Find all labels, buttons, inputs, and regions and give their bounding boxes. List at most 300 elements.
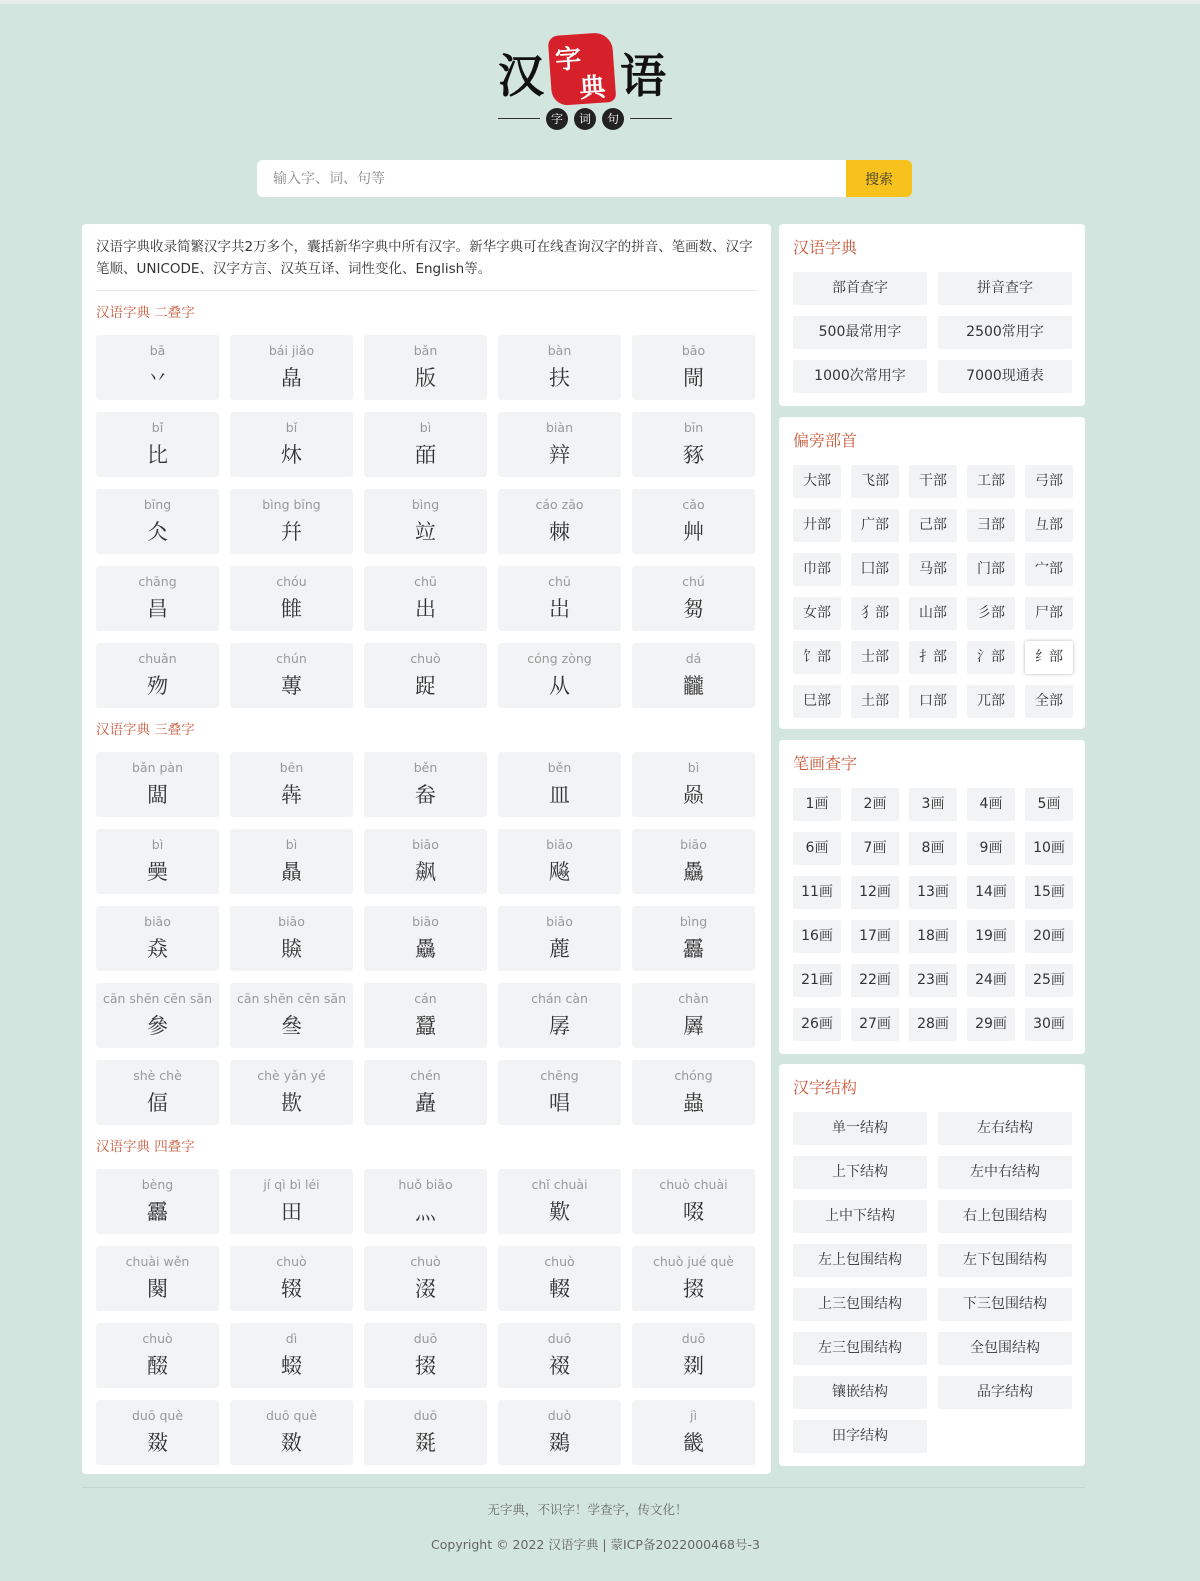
sidebar-strokes-panel — [779, 740, 1085, 1054]
char-glyph: 唱 — [549, 1091, 570, 1115]
char-glyph: 雔 — [281, 597, 302, 621]
char-pinyin: bāo — [681, 343, 706, 358]
seal-char-bottom: 典 — [578, 72, 607, 105]
char-pinyin: bīn — [683, 420, 704, 435]
char-glyph: 醊 — [147, 1354, 168, 1378]
structure-button[interactable]: 镶嵌结构 — [793, 1376, 927, 1409]
radical-button[interactable]: 女部 — [793, 597, 841, 630]
char-card[interactable] — [498, 829, 621, 894]
char-pinyin: chán càn — [531, 991, 588, 1006]
footer-divider — [82, 1487, 1085, 1488]
char-pinyin: chuài wěn — [125, 1254, 190, 1269]
char-pinyin: bì — [687, 760, 700, 775]
section-title[interactable]: 汉语字典 四叠字 — [96, 1139, 195, 1155]
char-card[interactable] — [632, 1169, 755, 1234]
char-pinyin: shè chè — [133, 1068, 182, 1083]
logo-sub-char: 句 — [602, 108, 624, 130]
structure-button[interactable]: 上下结构 — [793, 1156, 927, 1189]
char-pinyin: bàn — [547, 343, 572, 358]
stroke-count-button[interactable]: 5画 — [1025, 788, 1073, 821]
char-card[interactable] — [632, 335, 755, 400]
char-pinyin: chū — [414, 574, 437, 589]
stroke-count-button[interactable]: 15画 — [1025, 876, 1073, 909]
structure-button[interactable]: 品字结构 — [938, 1376, 1072, 1409]
stroke-count-button[interactable]: 30画 — [1025, 1008, 1073, 1041]
char-glyph: 涰 — [415, 1277, 436, 1301]
radical-button[interactable]: 彐部 — [967, 509, 1015, 542]
char-pinyin: cóng zòng — [527, 651, 592, 666]
radical-button[interactable]: 巳部 — [793, 685, 841, 718]
char-glyph: 蓴 — [281, 674, 302, 698]
stroke-count-button[interactable]: 9画 — [967, 832, 1015, 865]
char-card[interactable] — [230, 643, 353, 708]
section-title[interactable]: 汉语字典 三叠字 — [96, 722, 195, 738]
stroke-count-button[interactable]: 16画 — [793, 920, 841, 953]
char-glyph: 靐 — [147, 1200, 168, 1224]
char-pinyin: cān shēn cēn sān — [102, 991, 212, 1006]
search-button[interactable]: 搜索 — [846, 160, 912, 197]
dict-link-button[interactable]: 部首查字 — [793, 272, 927, 305]
char-card[interactable] — [230, 752, 353, 817]
char-card[interactable] — [632, 906, 755, 971]
char-glyph: 仌 — [147, 520, 168, 544]
char-card[interactable] — [364, 1323, 487, 1388]
logo-seal — [548, 32, 617, 106]
char-card[interactable] — [96, 1323, 219, 1388]
radical-button[interactable]: 干部 — [909, 465, 957, 498]
logo-subtitle — [496, 108, 678, 130]
char-pinyin: chuò — [410, 651, 441, 666]
char-card[interactable] — [632, 1323, 755, 1388]
char-pinyin: biāo — [546, 914, 573, 929]
char-card[interactable] — [230, 1246, 353, 1311]
char-pinyin: dá — [685, 651, 702, 666]
char-glyph: 掇 — [415, 1354, 436, 1378]
char-glyph: 靐 — [683, 937, 704, 961]
char-card[interactable] — [96, 489, 219, 554]
logo-sub-char: 字 — [546, 108, 568, 130]
logo-sub-char: 词 — [574, 108, 596, 130]
char-card[interactable] — [230, 489, 353, 554]
char-card[interactable] — [230, 566, 353, 631]
char-card[interactable] — [364, 1400, 487, 1465]
structure-button[interactable]: 上中下结构 — [793, 1200, 927, 1233]
radical-button[interactable]: 扌部 — [909, 641, 957, 674]
radical-button[interactable]: 廾部 — [793, 509, 841, 542]
char-card[interactable] — [632, 489, 755, 554]
stroke-count-button[interactable]: 10画 — [1025, 832, 1073, 865]
sidebar-structure-list — [793, 1112, 1071, 1453]
char-card[interactable] — [364, 906, 487, 971]
char-glyph: 昌 — [147, 597, 168, 621]
stroke-count-button[interactable]: 26画 — [793, 1008, 841, 1041]
stroke-count-button[interactable]: 17画 — [851, 920, 899, 953]
char-pinyin: chuò chuài — [659, 1177, 728, 1192]
char-card[interactable] — [498, 412, 621, 477]
char-card[interactable] — [230, 1400, 353, 1465]
char-card[interactable] — [632, 412, 755, 477]
char-card[interactable] — [96, 829, 219, 894]
footer-copyright: Copyright © 2022 汉语字典 | 蒙ICP备2022000468号-3 — [431, 1537, 760, 1552]
char-pinyin: biàn — [546, 420, 573, 435]
char-card[interactable] — [364, 489, 487, 554]
char-pinyin: jí qì bì léi — [263, 1177, 320, 1192]
char-card[interactable] — [96, 752, 219, 817]
char-glyph: 驫 — [415, 937, 436, 961]
char-pinyin: duō — [413, 1408, 438, 1423]
char-pinyin: běn — [547, 760, 572, 775]
char-pinyin: huǒ biāo — [398, 1177, 453, 1192]
char-glyph: 版 — [415, 366, 436, 390]
char-pinyin: biāo — [278, 914, 305, 929]
char-card[interactable] — [96, 1169, 219, 1234]
char-glyph: 猋 — [147, 937, 168, 961]
site-logo[interactable] — [496, 30, 678, 130]
char-pinyin: běn — [413, 760, 438, 775]
char-glyph: 从 — [549, 674, 570, 698]
structure-button[interactable]: 田字结构 — [793, 1420, 927, 1453]
char-pinyin: duò — [547, 1408, 572, 1423]
logo-line-right — [630, 118, 672, 119]
char-pinyin: biāo — [412, 914, 439, 929]
sidebar-dict-title: 汉语字典 — [793, 238, 858, 257]
radical-button[interactable]: 囗部 — [851, 553, 899, 586]
char-card[interactable] — [364, 983, 487, 1048]
char-card[interactable] — [230, 335, 353, 400]
char-card[interactable] — [632, 566, 755, 631]
stroke-count-button[interactable]: 24画 — [967, 964, 1015, 997]
radical-button[interactable]: 氵部 — [967, 641, 1015, 674]
char-pinyin: chún — [276, 651, 307, 666]
char-glyph: 蠶 — [415, 1014, 436, 1038]
char-glyph: 幷 — [281, 520, 302, 544]
char-pinyin: duō — [547, 1331, 572, 1346]
char-glyph: 贔 — [281, 860, 302, 884]
structure-button[interactable]: 全包围结构 — [938, 1332, 1072, 1365]
char-card[interactable] — [230, 983, 353, 1048]
char-pinyin: cán — [414, 991, 437, 1006]
radical-button[interactable]: 山部 — [909, 597, 957, 630]
char-glyph: 蔍 — [549, 937, 570, 961]
char-glyph: 啜 — [683, 1200, 704, 1224]
char-card[interactable] — [364, 1246, 487, 1311]
char-glyph: 踀 — [415, 674, 436, 698]
char-glyph: 辡 — [549, 443, 570, 467]
char-pinyin: bǐ — [285, 420, 298, 435]
top-border — [0, 0, 1200, 4]
char-glyph: 閜 — [683, 366, 704, 390]
sidebar-dict-panel — [779, 224, 1085, 406]
char-glyph: 蟲 — [683, 1091, 704, 1115]
char-pinyin: bēn — [279, 760, 304, 775]
char-glyph: 矗 — [415, 1091, 436, 1115]
char-pinyin: cáo zāo — [535, 497, 584, 512]
char-pinyin: biāo — [412, 837, 439, 852]
sections-container — [96, 301, 757, 1465]
stroke-count-button[interactable]: 28画 — [909, 1008, 957, 1041]
structure-button[interactable]: 左下包围结构 — [938, 1244, 1072, 1277]
sidebar-strokes-list — [793, 788, 1071, 1041]
char-pinyin: biāo — [680, 837, 707, 852]
stroke-count-button[interactable]: 23画 — [909, 964, 957, 997]
char-pinyin: jì — [690, 1408, 697, 1423]
sidebar-radicals-list — [793, 465, 1071, 718]
search-bar — [257, 160, 912, 197]
char-glyph: 豩 — [683, 443, 704, 467]
char-card[interactable] — [364, 1169, 487, 1234]
radical-button[interactable]: 犭部 — [851, 597, 899, 630]
search-input[interactable] — [257, 160, 846, 197]
char-pinyin: chuǎn — [138, 651, 177, 666]
footer-slogan: 无字典，不识字！学查字，传文化！ — [487, 1502, 688, 1517]
radical-button[interactable]: 马部 — [909, 553, 957, 586]
radical-button[interactable]: 门部 — [967, 553, 1015, 586]
stroke-count-button[interactable]: 1画 — [793, 788, 841, 821]
intro-text: 汉语字典收录简繁汉字共2万多个，囊括新华字典中所有汉字。新华字典可在线查询汉字的拼音、笔画数、汉字笔顺、UNICODE、汉字方言、汉英互译、词性变化、English等。 — [96, 236, 757, 291]
char-card[interactable] — [230, 1060, 353, 1125]
radical-button[interactable]: 尸部 — [1025, 597, 1073, 630]
char-card[interactable] — [96, 335, 219, 400]
stroke-count-button[interactable]: 6画 — [793, 832, 841, 865]
radical-button[interactable]: 纟部 — [1025, 641, 1073, 674]
radical-button[interactable]: 士部 — [851, 641, 899, 674]
structure-button[interactable]: 左三包围结构 — [793, 1332, 927, 1365]
char-glyph: 比 — [147, 443, 168, 467]
char-grid — [96, 335, 757, 708]
char-pinyin: bìng — [411, 497, 440, 512]
char-glyph: 棘 — [549, 520, 570, 544]
char-glyph: 驫 — [683, 860, 704, 884]
char-glyph: 皕 — [415, 443, 436, 467]
char-card[interactable] — [632, 643, 755, 708]
char-glyph: 扶 — [549, 366, 570, 390]
char-pinyin: chuò — [410, 1254, 441, 1269]
char-pinyin: chóng — [674, 1068, 713, 1083]
radical-button[interactable]: 彡部 — [967, 597, 1015, 630]
stroke-count-button[interactable]: 11画 — [793, 876, 841, 909]
structure-button[interactable]: 下三包围结构 — [938, 1288, 1072, 1321]
char-pinyin: bìng bīng — [262, 497, 321, 512]
char-glyph: 田 — [281, 1200, 302, 1224]
char-card[interactable] — [632, 829, 755, 894]
char-glyph: 叄 — [281, 1014, 302, 1038]
structure-button[interactable]: 左上包围结构 — [793, 1244, 927, 1277]
char-glyph: 輟 — [549, 1277, 570, 1301]
char-card[interactable] — [230, 1169, 353, 1234]
char-pinyin: chóu — [276, 574, 307, 589]
sidebar-radicals-title: 偏旁部首 — [793, 431, 858, 450]
char-pinyin: chǐ chuài — [531, 1177, 588, 1192]
char-card[interactable] — [632, 1246, 755, 1311]
char-pinyin: bǐ — [151, 420, 164, 435]
char-card[interactable] — [96, 983, 219, 1048]
char-card[interactable] — [96, 1246, 219, 1311]
char-card[interactable] — [364, 1060, 487, 1125]
char-glyph: 赑 — [683, 783, 704, 807]
structure-button[interactable]: 右上包围结构 — [938, 1200, 1072, 1233]
char-card[interactable] — [498, 1246, 621, 1311]
char-pinyin: chuò — [142, 1331, 173, 1346]
structure-button[interactable]: 左右结构 — [938, 1112, 1072, 1145]
radical-button[interactable]: 宀部 — [1025, 553, 1073, 586]
stroke-count-button[interactable]: 8画 — [909, 832, 957, 865]
char-glyph: 出 — [415, 597, 436, 621]
char-glyph: 辍 — [281, 1277, 302, 1301]
radical-button[interactable]: 彑部 — [1025, 509, 1073, 542]
char-card[interactable] — [96, 1060, 219, 1125]
char-card[interactable] — [498, 1323, 621, 1388]
radical-button[interactable]: 兀部 — [967, 685, 1015, 718]
char-pinyin: chè yǎn yé — [257, 1068, 326, 1083]
dict-link-button[interactable]: 1000次常用字 — [793, 360, 927, 393]
char-card[interactable] — [498, 906, 621, 971]
stroke-count-button[interactable]: 25画 — [1025, 964, 1073, 997]
char-card[interactable] — [364, 752, 487, 817]
stroke-count-button[interactable]: 21画 — [793, 964, 841, 997]
char-card[interactable] — [498, 335, 621, 400]
char-card[interactable] — [96, 643, 219, 708]
char-glyph: 岀 — [549, 597, 570, 621]
char-card[interactable] — [498, 566, 621, 631]
stroke-count-button[interactable]: 14画 — [967, 876, 1015, 909]
char-pinyin: bā — [149, 343, 166, 358]
char-card[interactable] — [498, 489, 621, 554]
char-card[interactable] — [632, 1400, 755, 1465]
structure-button[interactable]: 单一结构 — [793, 1112, 927, 1145]
dict-link-button[interactable]: 拼音查字 — [938, 272, 1072, 305]
char-card[interactable] — [364, 335, 487, 400]
char-pinyin: bìng — [679, 914, 708, 929]
stroke-count-button[interactable]: 7画 — [851, 832, 899, 865]
char-glyph: 蝃 — [281, 1354, 302, 1378]
char-glyph: 艸 — [683, 520, 704, 544]
char-pinyin: cǎo — [682, 497, 705, 512]
logo-char-left: 汉 — [498, 49, 544, 103]
char-pinyin: chuò jué què — [653, 1254, 734, 1269]
dict-link-button[interactable]: 500最常用字 — [793, 316, 927, 349]
char-pinyin: duō què — [131, 1408, 184, 1423]
char-glyph: 飙 — [415, 860, 436, 884]
char-glyph: 羼 — [683, 1014, 704, 1038]
char-pinyin: chuò — [276, 1254, 307, 1269]
char-pinyin: biāo — [546, 837, 573, 852]
char-pinyin: dì — [285, 1331, 298, 1346]
char-glyph: 敪 — [281, 1431, 302, 1455]
char-glyph: 裰 — [549, 1354, 570, 1378]
radical-button[interactable]: 口部 — [909, 685, 957, 718]
char-card[interactable] — [364, 566, 487, 631]
char-pinyin: duō — [681, 1331, 706, 1346]
stroke-count-button[interactable]: 27画 — [851, 1008, 899, 1041]
radical-button[interactable]: 土部 — [851, 685, 899, 718]
char-card[interactable] — [632, 1060, 755, 1125]
dict-link-button[interactable]: 7000现通表 — [938, 360, 1072, 393]
char-pinyin: bì — [285, 837, 298, 852]
char-glyph: 偪 — [147, 1091, 168, 1115]
char-card[interactable] — [632, 752, 755, 817]
char-card[interactable] — [230, 1323, 353, 1388]
char-card[interactable] — [96, 566, 219, 631]
radical-button[interactable]: 巾部 — [793, 553, 841, 586]
char-card[interactable] — [498, 1060, 621, 1125]
char-glyph: 炑 — [281, 443, 302, 467]
char-glyph: 灬 — [415, 1200, 436, 1224]
char-glyph: 竝 — [415, 520, 436, 544]
radical-button[interactable]: 弓部 — [1025, 465, 1073, 498]
stroke-count-button[interactable]: 29画 — [967, 1008, 1015, 1041]
stroke-count-button[interactable]: 22画 — [851, 964, 899, 997]
char-card[interactable] — [498, 983, 621, 1048]
stroke-count-button[interactable]: 4画 — [967, 788, 1015, 821]
char-glyph: 掇 — [683, 1277, 704, 1301]
char-card[interactable] — [96, 1400, 219, 1465]
char-pinyin: chū — [548, 574, 571, 589]
char-glyph: 丷 — [147, 366, 168, 390]
radical-button[interactable]: 大部 — [793, 465, 841, 498]
stroke-count-button[interactable]: 20画 — [1025, 920, 1073, 953]
stroke-count-button[interactable]: 19画 — [967, 920, 1015, 953]
stroke-count-button[interactable]: 12画 — [851, 876, 899, 909]
sidebar-dict-list — [793, 272, 1071, 393]
char-card[interactable] — [96, 906, 219, 971]
char-glyph: 皛 — [281, 366, 302, 390]
char-pinyin: bì — [151, 837, 164, 852]
sidebar-structure-title: 汉字结构 — [793, 1078, 858, 1097]
char-pinyin: bèng — [141, 1177, 174, 1192]
char-card[interactable] — [230, 412, 353, 477]
char-card[interactable] — [230, 829, 353, 894]
dict-link-button[interactable]: 2500常用字 — [938, 316, 1072, 349]
radical-button[interactable]: 全部 — [1025, 685, 1073, 718]
char-card[interactable] — [230, 906, 353, 971]
radical-button[interactable]: 饣部 — [793, 641, 841, 674]
radical-button[interactable]: 飞部 — [851, 465, 899, 498]
sidebar-structure-panel — [779, 1064, 1085, 1466]
char-card[interactable] — [96, 412, 219, 477]
char-glyph: 歎 — [549, 1200, 570, 1224]
char-glyph: 孱 — [549, 1014, 570, 1038]
radical-button[interactable]: 广部 — [851, 509, 899, 542]
char-pinyin: duō — [413, 1331, 438, 1346]
char-pinyin: bì — [419, 420, 432, 435]
logo-char-right: 语 — [620, 49, 666, 103]
char-card[interactable] — [498, 1400, 621, 1465]
stroke-count-button[interactable]: 13画 — [909, 876, 957, 909]
stroke-count-button[interactable]: 2画 — [851, 788, 899, 821]
char-glyph: 龖 — [683, 674, 704, 698]
char-card[interactable] — [498, 1169, 621, 1234]
structure-button[interactable]: 左中右结构 — [938, 1156, 1072, 1189]
stroke-count-button[interactable]: 3画 — [909, 788, 957, 821]
stroke-count-button[interactable]: 18画 — [909, 920, 957, 953]
char-card[interactable] — [364, 829, 487, 894]
structure-button[interactable]: 上三包围结构 — [793, 1288, 927, 1321]
section-title[interactable]: 汉语字典 二叠字 — [96, 305, 195, 321]
char-card[interactable] — [498, 752, 621, 817]
char-glyph: 敠 — [147, 1431, 168, 1455]
char-card[interactable] — [364, 643, 487, 708]
char-card[interactable] — [632, 983, 755, 1048]
char-glyph: 畚 — [415, 783, 436, 807]
char-pinyin: cān shēn cēn sān — [236, 991, 346, 1006]
char-card[interactable] — [364, 412, 487, 477]
char-pinyin: bǎn — [413, 343, 438, 358]
radical-button[interactable]: 工部 — [967, 465, 1015, 498]
radical-button[interactable]: 己部 — [909, 509, 957, 542]
char-card[interactable] — [498, 643, 621, 708]
sidebar-radicals-panel — [779, 417, 1085, 729]
char-glyph: 奰 — [147, 860, 168, 884]
